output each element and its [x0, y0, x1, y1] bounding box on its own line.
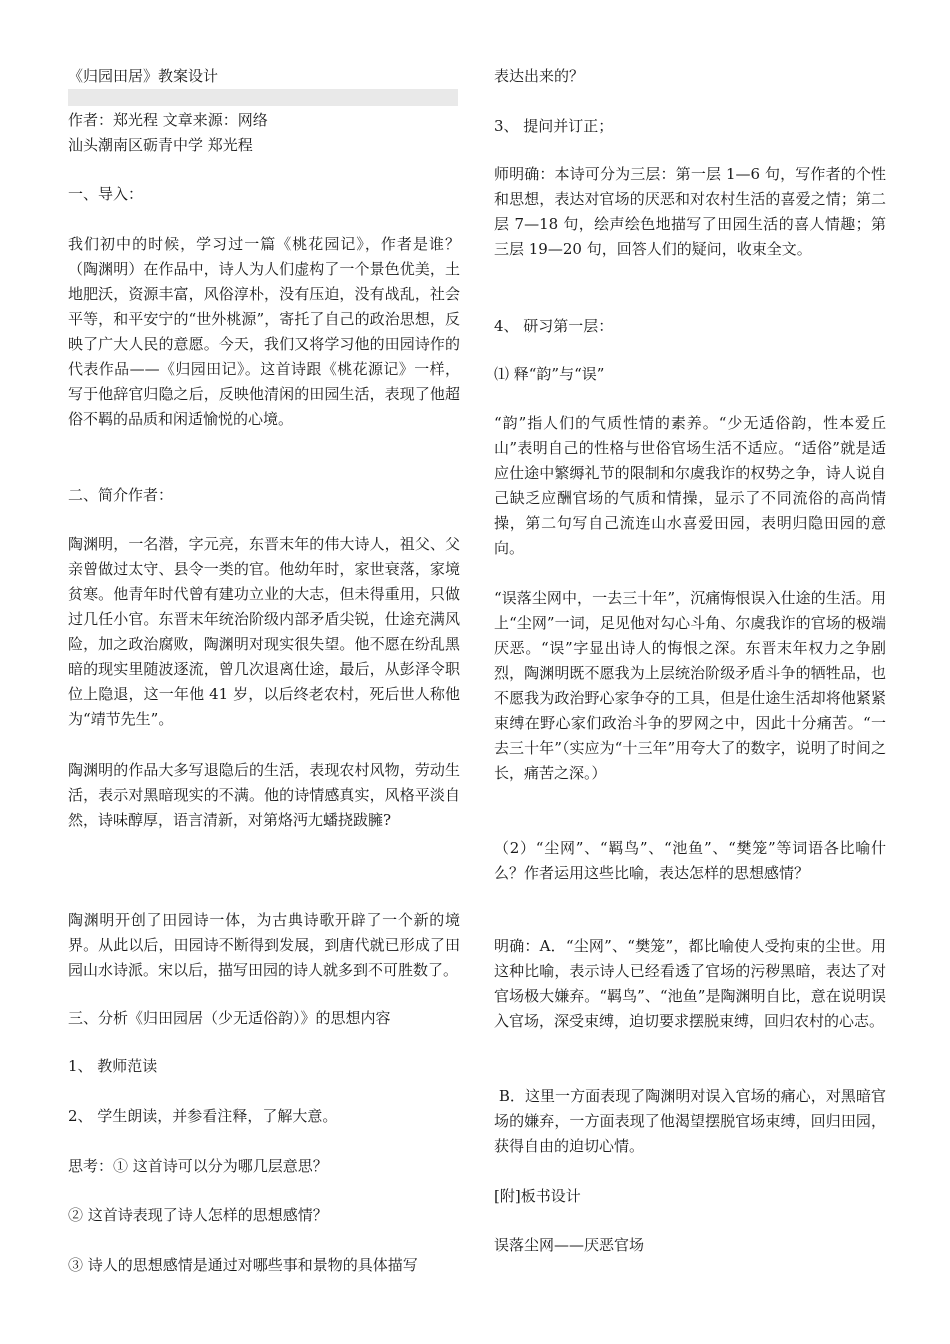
ad-banner-placeholder — [68, 89, 458, 106]
section-heading-author: 二、简介作者： — [68, 486, 174, 504]
clarify-a-paragraph: 明确：A．“尘网”、“樊笼”，都比喻使人受拘束的尘世。用这种比喻，表示诗人已经看透了官场的污秽黑暗，表达了对官场极大嫌弃。“羁鸟”、“池鱼”是陶渊明自比，意在说明误入官场，深受束缚，迫切要求摆脱束缚，回归农村的心志。 — [494, 937, 886, 1030]
step-3: 3、 提问并订正； — [494, 117, 614, 135]
wu-paragraph: “误落尘网中，一去三十年”，沉痛悔恨误入仕途的生活。用上“尘网”一词，足见他对勾心斗角、尔虞我诈的官场的极端厌恶。“误”字显出诗人的悔恨之深。东晋末年权力之争剧烈，陶渊明既不愿我为上层统治阶级矛盾斗争的牺牲品，也不愿我为政治野心家争夺的工具，但是仕途生活却将他紧紧束缚在野心家们政治斗争的罗网之中，因此十分痛苦。“一去三十年”（实应为“十三年”用夸大了的数字，说明了时间之长，痛苦之深。） — [494, 589, 886, 782]
question-2: ② 这首诗表现了诗人怎样的思想感情？ — [68, 1206, 328, 1224]
question-1: 思考：① 这首诗可以分为哪几层意思？ — [68, 1157, 328, 1175]
clarify-b-paragraph: B．这里一方面表现了陶渊明对误入官场的痛心，对黑暗官场的嫌弃，一方面表现了他渴望摆脱官场束缚，回归田园，获得自由的迫切心情。 — [494, 1087, 886, 1155]
metaphor-question: （2）“尘网”、“羁鸟”、“池鱼”、“樊笼”等词语各比喻什么？作者运用这些比喻，表达怎样的思想感情？ — [494, 839, 886, 882]
step-4: 4、 研习第一层： — [494, 317, 614, 335]
author-works-paragraph: 陶渊明的作品大多写退隐后的生活，表现农村风物，劳动生活，表示对黑暗现实的不满。他的诗情感真实，风格平淡自然，诗味醇厚，语言清新，对第烙沔尢蟠挠跋臃? — [68, 761, 460, 829]
question-3-continued: 表达出来的？ — [494, 67, 585, 85]
intro-paragraph: 我们初中的时候，学习过一篇《桃花园记》，作者是谁？（陶渊明）在作品中，诗人为人们虚构了一个景色优美，土地肥沃，资源丰富，风俗淳朴，没有压迫，没有战乱，社会平等，和平安宁的“世外桃源”，寄托了自己的政治思想，反映了广大人民的意愿。今天，我们又将学习他的田园诗作的代表作品——《归园田记》。这首诗跟《桃花源记》一样，写于他辞官归隐之后，反映他清闲的田园生活，表现了他超俗不羁的品质和闲适愉悦的心境。 — [68, 235, 460, 428]
school-line: 汕头潮南区砺青中学 郑光程 — [68, 136, 253, 154]
author-bio-paragraph: 陶渊明，一名潜，字元亮，东晋末年的伟大诗人，祖父、父亲曾做过太守、县令一类的官。他幼年时，家世衰落，家境贫寒。他青年时代曾有建功立业的大志，但未得重用，只做过几任小官。东晋末年统治阶级内部矛盾尖锐，仕途充满风险，加之政治腐败，陶渊明对现实很失望。他不愿在纷乱黑暗的现实里随波逐流，曾几次退离仕途，最后，从彭泽令职位上隐退，这一年他 41 岁，以后终老农村，死后世人称他为“靖节先生”。 — [68, 535, 460, 728]
section-heading-intro: 一、导入： — [68, 185, 144, 203]
step-2: 2、 学生朗读，并参看注释，了解大意。 — [68, 1107, 338, 1125]
board-design-heading: [附]板书设计 — [494, 1187, 581, 1205]
subheading-yun-wu: ⑴ 释“韵”与“误” — [494, 365, 605, 383]
board-design-line: 误落尘网——厌恶官场 — [494, 1236, 645, 1254]
question-3: ③ 诗人的思想感情是通过对哪些事和景物的具体描写 — [68, 1256, 418, 1274]
step-1: 1、 教师范读 — [68, 1057, 158, 1075]
doc-title: 《归园田居》教案设计 — [68, 67, 219, 85]
structure-answer-paragraph: 师明确：本诗可分为三层：第一层 1—6 句，写作者的个性和思想，表达对官场的厌恶和对农村生活的喜爱之情；第二层 7—18 句，绘声绘色地描写了田园生活的喜人情趣；第三层 19—20 句，回答人们的疑问，收束全文。 — [494, 165, 886, 258]
yun-paragraph: “韵”指人们的气质性情的素养。“少无适俗韵，性本爱丘山”表明自己的性格与世俗官场生活不适应。“适俗”就是适应仕途中繁缛礼节的限制和尔虞我诈的权势之争，诗人说自己缺乏应酬官场的气质和情操，显示了不同流俗的高尚情操，第二句写自己流连山水喜爱田园，表明归隐田园的意向。 — [494, 414, 886, 557]
author-legacy-paragraph: 陶渊明开创了田园诗一体，为古典诗歌开辟了一个新的境界。从此以后，田园诗不断得到发展，到唐代就已形成了田园山水诗派。宋以后，描写田园的诗人就多到不可胜数了。 — [68, 911, 460, 979]
section-heading-analysis: 三、分析《归田园居（少无适俗韵）》的思想内容 — [68, 1009, 391, 1027]
author-line: 作者：郑光程 文章来源：网络 — [68, 111, 268, 129]
